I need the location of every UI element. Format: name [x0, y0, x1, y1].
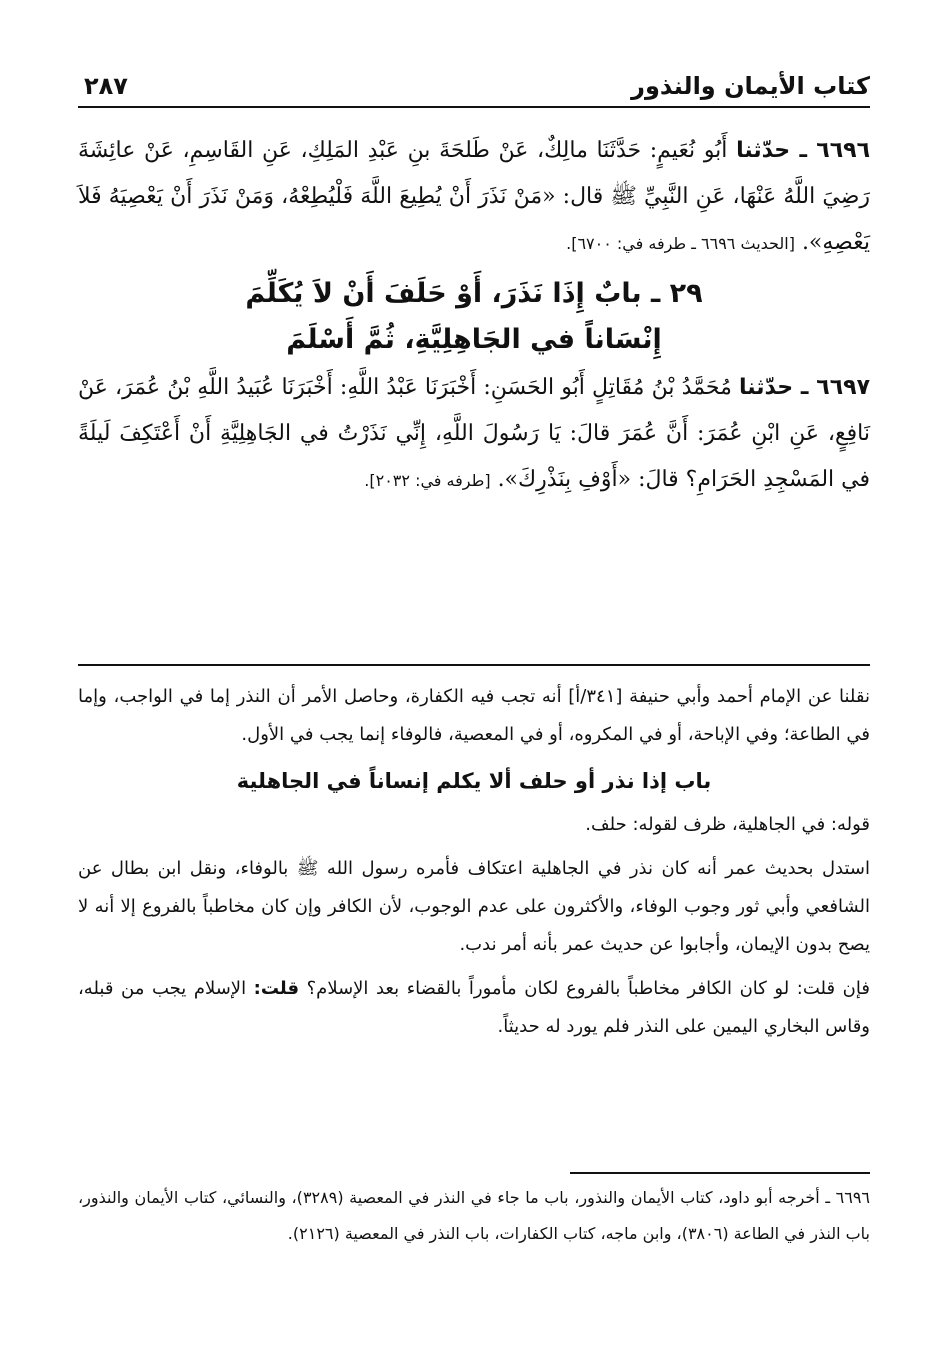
- hadith-6696: [78, 128, 870, 267]
- page-number: ٢٨٧: [84, 72, 128, 100]
- commentary-paragraph: [78, 970, 870, 1046]
- chapter-heading-line2: إِنْسَاناً في الجَاهِلِيَّةِ، ثُمَّ أَسْلَمَ: [286, 324, 662, 355]
- hadith-number: ٦٦٩٦ ـ حدّثنا: [736, 138, 870, 163]
- commentary-heading: باب إذا نذر أو حلف ألا يكلم إنساناً في الجاهلية: [236, 769, 712, 793]
- hadith-reference: [طرفه في: ٢٠٣٢].: [364, 471, 491, 490]
- chapter-heading-line1: ٢٩ ـ بابٌ إِذَا نَذَرَ، أَوْ حَلَفَ أَنْ لاَ يُكَلِّمَ: [245, 278, 703, 309]
- running-title: كتاب الأيمان والنذور: [631, 72, 870, 100]
- commentary-section: [78, 664, 870, 1052]
- footnotes: [78, 1180, 870, 1252]
- chapter-heading: [78, 271, 870, 363]
- answer-marker: قلت:: [253, 978, 300, 999]
- question-text: فإن قلت: لو كان الكافر مخاطباً بالفروع لكان مأموراً بالقضاء بعد الإسلام؟: [306, 978, 870, 999]
- footnote-divider: [570, 1172, 870, 1174]
- hadith-reference: [الحديث ٦٦٩٦ ـ طرفه في: ٦٧٠٠].: [566, 234, 795, 253]
- hadith-text: مُحَمَّدُ بْنُ مُقَاتِلٍ أَبُو الحَسَنِ: أَخْبَرَنَا عَبْدُ اللَّهِ: أَخْبَرَنَا عُبَيدُ اللَّهِ بْنُ عُمَرَ، عَنْ نَافِعٍ، عَنِ ابْنِ عُمَرَ: أَنَّ عُمَرَ قالَ: يَا رَسُولَ اللَّهِ، إِنِّي نَذَرْتُ في الجَاهِلِيَّةِ أَنْ أَعْتَكِفَ لَيلَةً في المَسْجِدِ الحَرَامِ؟ قالَ: «أَوْفِ بِنَذْرِكَ».: [78, 375, 870, 492]
- hadith-number: ٦٦٩٧ ـ حدّثنا: [739, 375, 870, 400]
- footnote-6696: ٦٦٩٦ ـ أخرجه أبو داود، كتاب الأيمان والنذور، باب ما جاء في النذر في المعصية (٣٢٨٩)، والنسائي، كتاب الأيمان والنذور، باب النذر في الطاعة (٣٨٠٦)، وابن ماجه، كتاب الكفارات، باب النذر في المعصية (٢١٢٦).: [78, 1188, 870, 1243]
- answer-text: الإسلام يجب من قبله، وقاس البخاري اليمين على النذر فلم يورد له حديثاً.: [78, 978, 870, 1037]
- commentary-paragraph: نقلنا عن الإمام أحمد وأبي حنيفة [٣٤١/أ] أنه تجب فيه الكفارة، وحاصل الأمر أن النذر إما في الواجب، وإما في الطاعة؛ وفي الإباحة، أو في المكروه، أو في المعصية، فالوفاء إنما يجب في الأول.: [78, 686, 870, 745]
- hadith-6697: [78, 365, 870, 504]
- main-text: [78, 128, 870, 504]
- hadith-text: أَبُو نُعَيمٍ: حَدَّثَنَا مالِكٌ، عَنْ طَلحَةَ بنِ عَبْدِ المَلِكِ، عَنِ القَاسِمِ، عَنْ عائِشَةَ رَضِيَ اللَّهُ عَنْهَا، عَنِ النَّبِيِّ ﷺ قال: «مَنْ نَذَرَ أَنْ يُطِيعَ اللَّهَ فَلْيُطِعْهُ، وَمَنْ نَذَرَ أَنْ يَعْصِيَهُ فَلاَ يَعْصِهِ».: [78, 138, 870, 255]
- page-header: [78, 66, 870, 108]
- commentary-paragraph: استدل بحديث عمر أنه كان نذر في الجاهلية اعتكاف فأمره رسول الله ﷺ بالوفاء، ونقل ابن بطال عن الشافعي وأبي ثور وجوب الوفاء، والأكثرون على عدم الوجوب، لأن الكافر وإن كان مخاطباً بالفروع إلا أنه لا يصح بدون الإيمان، وأجابوا عن حديث عمر بأنه أمر ندب.: [78, 858, 870, 955]
- commentary-paragraph: قوله: في الجاهلية، ظرف لقوله: حلف.: [585, 814, 870, 835]
